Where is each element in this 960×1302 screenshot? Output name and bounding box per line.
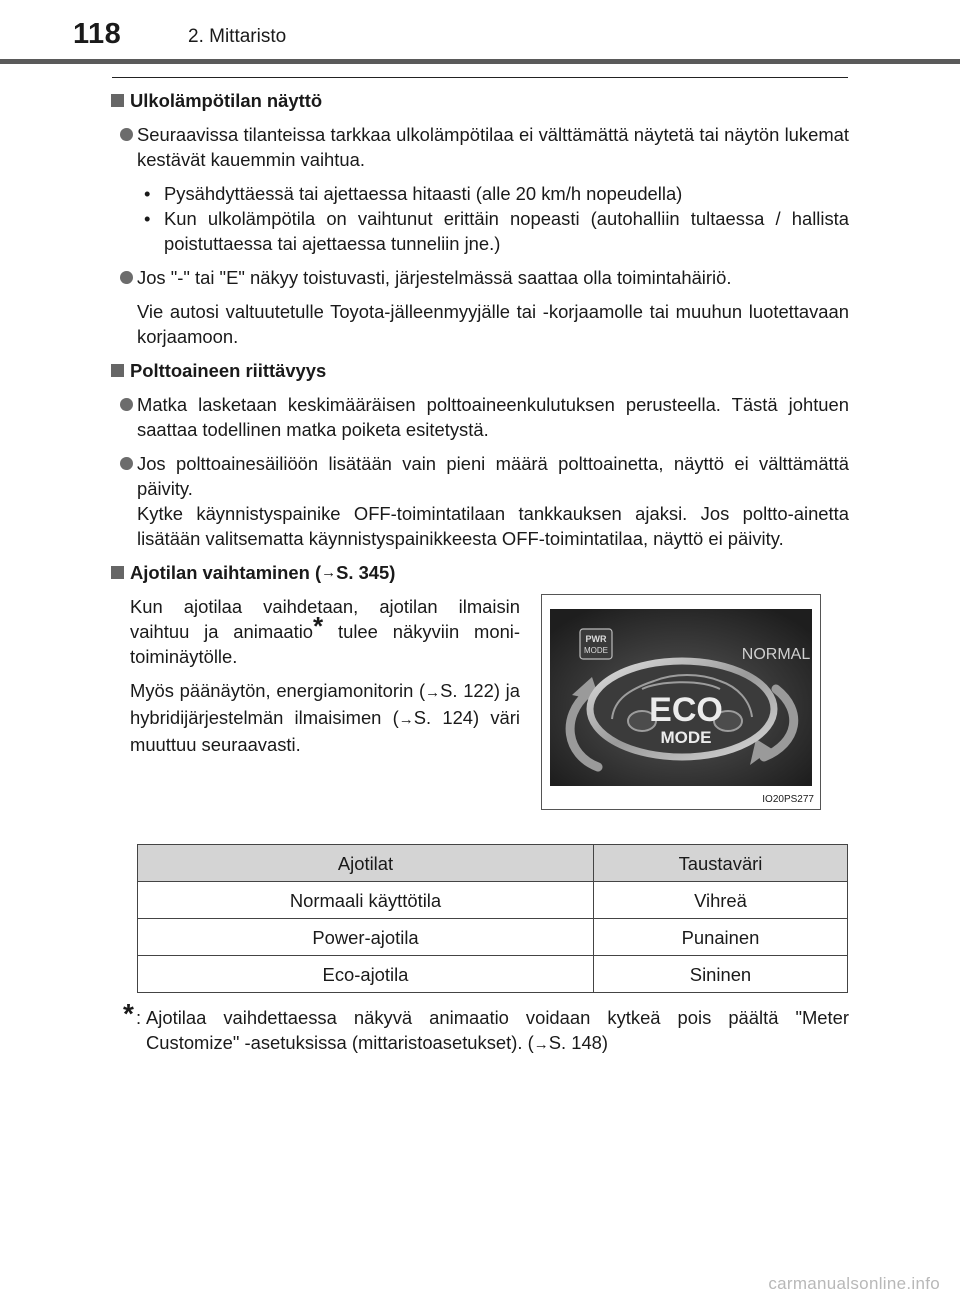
eco-label: ECO [649,691,723,729]
section-heading-outside-temperature [111,88,849,113]
paragraph-text: Jos polttoainesäiliöön lisätään vain pieni määrä polttoainetta, näyttö ei välttämättä päivity. [137,453,849,499]
table-row [138,882,848,919]
watermark[interactable]: carmanualsonline.info [768,1274,940,1293]
multi-info-display [550,609,812,786]
page-number: 118 [73,18,122,50]
bullet-glyph: • [144,183,151,204]
arrow-icon: → [425,684,441,701]
figure-section [111,594,849,822]
footnote-text: Ajotilaa vaihdettaessa näkyvä animaatio voidaan kytkeä pois päältä "Meter Customize" -asetuksissa (mittaristoasetukset). ( [146,1007,849,1053]
content-divider [112,77,848,78]
table-cell: Eco-ajotila [138,956,594,993]
paragraph-text: Jos "-" tai "E" näkyy toistuvasti, järjestelmässä saattaa olla toimintahäiriö. [137,267,732,288]
bullet-glyph: • [144,208,151,229]
header-divider [0,59,960,64]
pwr-mode-badge [580,629,612,659]
square-bullet-icon [111,566,124,579]
paragraph: Vie autosi valtuutetulle Toyota-jälleenmyyjälle tai -korjaamolle tai muuhun luotettavaan korjaamoon. [137,301,849,347]
table-cell: Sininen [593,956,847,993]
arrow-icon: → [321,564,337,581]
section-heading-drive-mode [111,560,849,585]
sub-bullet-item [137,181,849,206]
section-heading-fuel-range [111,358,849,383]
square-bullet-icon [111,364,124,377]
round-bullet-icon [120,271,133,284]
figure-code: IO20PS277 [762,794,814,805]
round-bullet-icon [120,457,133,470]
heading-text: Polttoaineen riittävyys [130,360,327,381]
table-cell: Normaali käyttötila [138,882,594,919]
column-header: Taustaväri [593,845,847,882]
table-cell: Punainen [593,919,847,956]
sub-bullet-item [137,206,849,256]
table-cell: Vihreä [593,882,847,919]
eco-mode-illustration [550,609,812,786]
footnote-asterisk: * [123,998,134,1029]
sub-bullet-list [111,181,849,256]
paragraph [130,594,520,669]
paragraph-text: Matka lasketaan keskimääräisen polttoaineenkulutuksen perusteella. Tästä johtuen saattaa todellinen matka poiketa esitetystä. [137,394,849,440]
footnote [111,998,849,1057]
text-part: tulee näkyviin moni-toiminäytölle. [130,621,521,667]
list-item [111,122,849,172]
paragraph-text: Kytke käynnistyspainike OFF-toimintatilaan tankkauksen ajaksi. Jos poltto-ainetta lisätään valitsematta käynnistyspainikkeesta OFF-toimintatilaa, näyttö ei päivity. [137,503,849,549]
round-bullet-icon [120,128,133,141]
arrow-icon: → [398,711,414,728]
page-content [111,88,849,1057]
page-reference[interactable]: S. 148) [548,1032,609,1053]
pwr-label: PWR [585,634,607,644]
table-row [138,919,848,956]
table-cell: Power-ajotila [138,919,594,956]
round-bullet-icon [120,398,133,411]
column-header: Ajotilat [138,845,594,882]
paragraph [130,678,520,757]
mode-text: MODE [660,728,712,747]
page-reference[interactable]: S. 124) väri muuttuu seuraavasti. [130,707,520,755]
arrow-icon: → [533,1036,549,1053]
text-part: Myös päänäytön, energiamonitorin ( [130,680,426,701]
table-row [138,956,848,993]
list-item [111,392,849,442]
text-part: Kun ajotilaa vaihdetaan, ajotilan ilmaisin vaihtuu ja animaatio [130,596,520,642]
table-header-row [138,845,848,882]
asterisk-mark: * [313,610,324,641]
page-reference[interactable]: S. 122) ja hybridijärjestelmän ilmaisimen ( [130,680,520,728]
normal-mode-label: NORMAL [741,646,811,663]
eco-mode-figure [541,594,821,810]
page-reference[interactable]: S. 345) [336,562,396,583]
bullet-text: Pysähdyttäessä tai ajettaessa hitaasti (alle 20 km/h nopeudella) [164,183,683,204]
section-title: 2. Mittaristo [188,26,287,47]
page-header [0,0,960,64]
list-item [111,451,849,551]
bullet-text: Kun ulkolämpötila on vaihtunut erittäin nopeasti (autohalliin tultaessa / hallista poistuttaessa tai ajettaessa tunneliin jne.) [164,208,849,254]
paragraph-text: Seuraavissa tilanteissa tarkkaa ulkolämpötilaa ei välttämättä näytetä tai näytön lukemat kestävät kauemmin vaihtua. [137,124,849,170]
square-bullet-icon [111,94,124,107]
footnote-colon: : [136,1007,142,1028]
list-item [111,265,849,290]
drive-mode-color-table [137,844,848,993]
mode-label: MODE [584,646,608,655]
heading-text: Ulkolämpötilan näyttö [130,90,323,111]
heading-text: Ajotilan vaihtaminen ( [130,562,322,583]
figure-caption-text [130,594,520,766]
